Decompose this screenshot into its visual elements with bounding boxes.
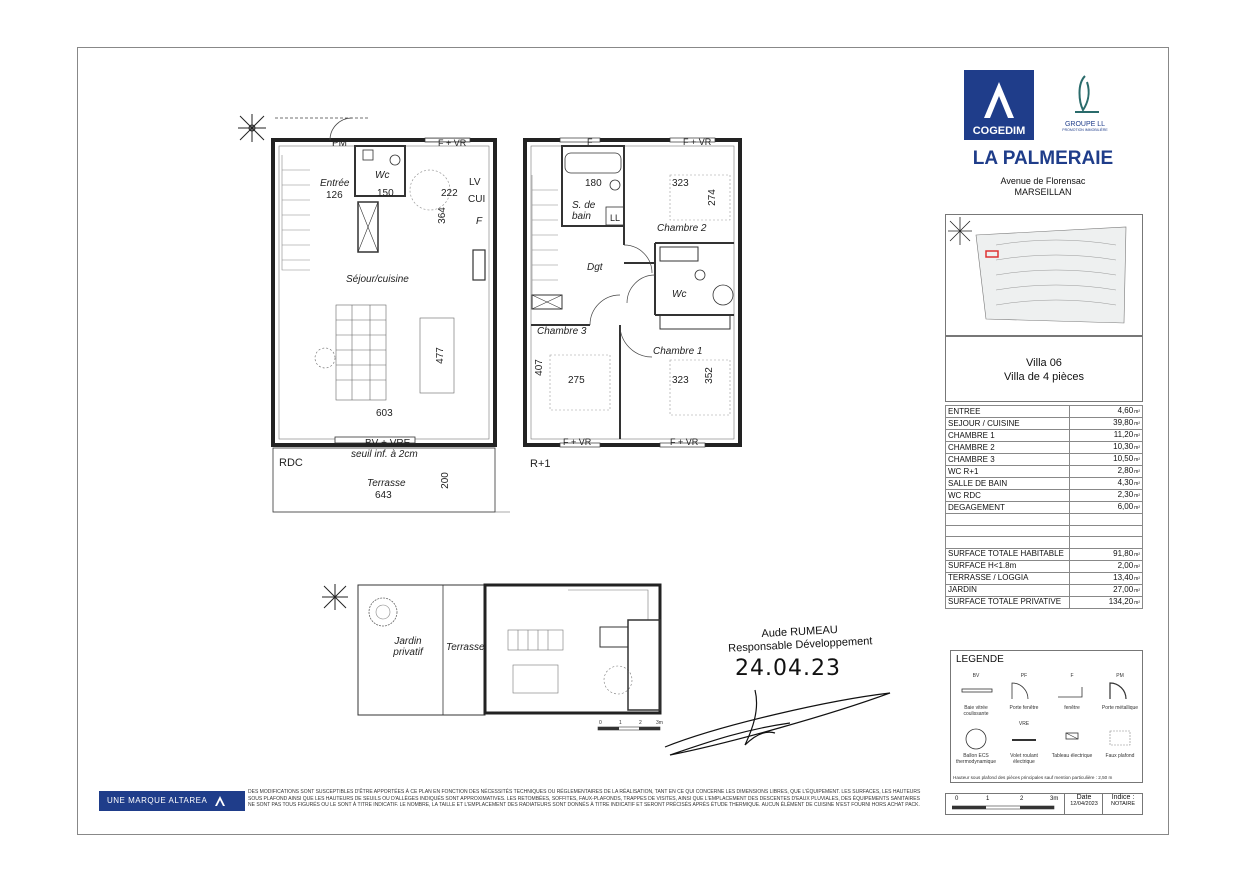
site-jardin-line2: privatif	[393, 647, 423, 658]
surface-label	[946, 514, 1070, 526]
surface-row	[946, 406, 1143, 418]
surface-row	[946, 490, 1143, 502]
project-title: LA PALMERAIE	[972, 148, 1114, 169]
address-line2: MARSEILLAN	[1014, 187, 1072, 197]
surface-value-number: 2,30	[1117, 490, 1134, 499]
surface-label: SALLE DE BAIN	[946, 478, 1070, 490]
surface-value-number: 4,30	[1117, 478, 1134, 487]
legend-label: Porte métallique	[1101, 705, 1139, 711]
metal-door-icon	[1100, 679, 1140, 703]
surface-unit: m²	[1134, 445, 1140, 451]
rdc-entree-label: Entrée	[320, 178, 350, 189]
r1-dim-352: 352	[703, 367, 715, 384]
electrical-panel-icon	[1052, 727, 1092, 751]
legend-item	[1049, 673, 1095, 711]
surface-value	[1070, 560, 1143, 572]
rdc-terrasse-label: Terrasse	[367, 478, 406, 489]
r1-dgt-label: Dgt	[587, 262, 603, 273]
legend-label: Baie vitrée coulissante	[963, 705, 989, 717]
altarea-a-icon	[214, 795, 226, 807]
legend-item	[953, 673, 999, 717]
site-scale-3: 3m	[656, 720, 663, 726]
surface-value	[1070, 584, 1143, 596]
altarea-brand	[99, 791, 245, 811]
rdc-wc-label: Wc	[375, 170, 390, 181]
altarea-brand-text: UNE MARQUE ALTAREA	[107, 796, 207, 805]
surface-value-number: 10,30	[1113, 442, 1134, 451]
surface-row	[946, 502, 1143, 514]
surface-value-number: 2,00	[1117, 560, 1134, 570]
footer-date-value: 12/04/2023	[1070, 801, 1098, 807]
legend-code: F	[1070, 673, 1074, 679]
surface-label: SURFACE H<1.8m	[946, 560, 1070, 572]
cogedim-logo	[964, 70, 1034, 140]
surface-value-number: 11,20	[1113, 430, 1134, 439]
surface-row-empty	[946, 525, 1143, 537]
surface-unit: m²	[1134, 587, 1140, 594]
surface-unit: m²	[1134, 433, 1140, 439]
surface-value	[1070, 525, 1143, 537]
french-door-icon	[1004, 679, 1044, 703]
r1-chambre2-label: Chambre 2	[657, 223, 707, 234]
legend-label: fenêtre	[1064, 705, 1080, 711]
groupe-ll-logo	[1055, 74, 1115, 140]
rdc-lv-label: LV	[469, 177, 481, 188]
legend-code: BV	[972, 673, 980, 679]
north-arrow-icon	[322, 584, 348, 610]
rdc-sejour-label: Séjour/cuisine	[346, 274, 409, 285]
rdc-terrasse-dim: 643	[375, 490, 392, 501]
rdc-dim-477: 477	[434, 347, 446, 364]
surface-value	[1070, 454, 1143, 466]
water-heater-icon	[956, 727, 996, 751]
surface-unit: m²	[1134, 457, 1140, 463]
groupe-ll-subtext: PROMOTION IMMOBILIÈRE	[1062, 128, 1108, 132]
footer-scale-2: 2	[1020, 796, 1024, 802]
rdc-pm-label: PM	[332, 138, 347, 149]
first-floor-plan	[520, 115, 750, 455]
surface-value-number: 27,00	[1113, 584, 1134, 594]
surface-extra-row	[946, 560, 1143, 572]
surface-value	[1070, 548, 1143, 560]
rdc-cui-label: CUI	[468, 194, 486, 205]
surface-row-empty	[946, 514, 1143, 526]
r1-wc-label: Wc	[672, 289, 687, 300]
north-arrow-icon	[948, 217, 972, 245]
villa-type: Villa de 4 pièces	[1004, 371, 1084, 383]
site-jardin-label	[390, 636, 426, 658]
surface-value-number: 39,80	[1113, 418, 1134, 427]
r1-chambre1-label: Chambre 1	[653, 346, 703, 357]
surface-unit: m²	[1134, 469, 1140, 475]
surface-label: CHAMBRE 1	[946, 430, 1070, 442]
site-scale-2: 2	[639, 720, 642, 726]
site-jardin-line1: Jardin	[394, 636, 422, 647]
surface-row	[946, 466, 1143, 478]
surface-value-number: 91,80	[1113, 548, 1134, 558]
legend-item	[1097, 673, 1143, 711]
surface-unit: m²	[1134, 563, 1140, 570]
r1-fvr-bottom2-label: F + VR	[670, 437, 699, 447]
surface-row	[946, 478, 1143, 490]
surface-label: ENTREE	[946, 406, 1070, 418]
surface-unit: m²	[1134, 599, 1140, 606]
surface-row	[946, 454, 1143, 466]
surface-value	[1070, 490, 1143, 502]
footer-scale-1: 1	[986, 796, 990, 802]
rdc-bv-vre-label: BV + VRE	[365, 438, 411, 449]
surface-label: CHAMBRE 2	[946, 442, 1070, 454]
r1-dim-323-top: 323	[672, 178, 689, 189]
surface-value	[1070, 430, 1143, 442]
legend-label: Ballon ECS thermodynamique	[955, 753, 997, 765]
rdc-fvr-label: F + VR	[438, 138, 467, 148]
footer-scale-bar	[952, 804, 1057, 812]
surface-label: SURFACE TOTALE PRIVATIVE	[946, 596, 1070, 608]
rdc-entree-dim: 126	[326, 190, 343, 201]
r1-dim-323-bottom: 323	[672, 375, 689, 386]
surface-value	[1070, 514, 1143, 526]
rdc-dim-364: 364	[436, 207, 448, 224]
surface-unit: m²	[1134, 481, 1140, 487]
legal-disclaimer: DES MODIFICATIONS SONT SUSCEPTIBLES D'ÊTRE APPORTÉES À CE PLAN EN FONCTION DES NÉCESSITÉS TECHNIQUES OU RÉGLEMENTAIRES DE LA RÉALISATION, TANT EN CE QUI CONCERNE LES DIMENSIONS LIBRES, QUE L'ÉQUIPEMENT. LES SURFACES, LES HAUTEURS SOUS PLAFOND AINSI QUE LES HAUTEURS DE SEUILS OU D'ALLÈGES INDIQUÉS SONT APPROXIMATIVES. LES RETOMBÉES, SOFFITES, FAUX-PLAFONDS, TRAPPES DE VISITES, AINSI QUE L'EMPLACEMENT DES DESCENTES D'EAUX PLUVIALES, DES ÉQUIPEMENTS SANITAIRES NE SONT PAS TOUS FIGURÉS OU LE SONT À TITRE INDICATIF. LE NOMBRE, LA TAILLE ET L'EMPLACEMENT DES RADIATEURS SONT DONNÉS À TITRE INDICATIF ET SERONT PRÉCISÉS APRÈS ÉTUDE THERMIQUE. AUCUN ÉLÉMENT DE CUISINE N'EST FOURNI HORS ACHAT PACK.	[248, 789, 921, 808]
surface-value	[1070, 572, 1143, 584]
false-ceiling-icon	[1100, 727, 1140, 751]
footer-index-label: Indice :	[1111, 794, 1135, 801]
r1-ll-label: LL	[610, 213, 621, 223]
legend-label: Tableau électrique	[1051, 753, 1093, 759]
r1-level-label: R+1	[530, 458, 551, 470]
surface-value-number: 6,00	[1117, 502, 1134, 511]
surface-value	[1070, 418, 1143, 430]
surface-unit: m²	[1134, 421, 1140, 427]
surface-extra-row	[946, 584, 1143, 596]
surface-row	[946, 418, 1143, 430]
r1-fvr-bottom1-label: F + VR	[563, 437, 592, 447]
surface-label: TERRASSE / LOGGIA	[946, 572, 1070, 584]
bay-window-icon	[956, 679, 996, 703]
signatory-name: Aude RUMEAU	[761, 624, 839, 641]
surface-label: JARDIN	[946, 584, 1070, 596]
footer-date-cell	[1064, 794, 1103, 814]
surface-label: DEGAGEMENT	[946, 502, 1070, 514]
legend-height-note: Hauteur sous plafond des pièces principales sauf mention particulière : 2,50 m	[953, 775, 1113, 780]
legend-title: LEGENDE	[956, 654, 1004, 665]
legend-code: VRE	[1018, 721, 1030, 727]
signatory-role: Responsable Développement	[727, 635, 873, 655]
surface-value-number: 13,40	[1113, 572, 1134, 582]
legend-item	[1001, 673, 1047, 711]
signature-date: 24.04.23	[735, 656, 841, 681]
surface-total-privative-row	[946, 596, 1143, 608]
window-icon	[1052, 679, 1092, 703]
surface-value-number: 134,20	[1108, 596, 1134, 606]
surface-unit: m²	[1134, 493, 1140, 499]
address-line1: Avenue de Florensac	[1000, 176, 1086, 186]
site-terrasse-label: Terrasse	[446, 642, 485, 653]
surface-value	[1070, 502, 1143, 514]
rdc-wc-dim: 150	[377, 188, 394, 199]
surface-label: WC R+1	[946, 466, 1070, 478]
surface-label	[946, 537, 1070, 549]
legend-item	[953, 721, 999, 765]
surface-row	[946, 442, 1143, 454]
legend-box	[950, 650, 1143, 783]
surface-label: CHAMBRE 3	[946, 454, 1070, 466]
rdc-dim-603: 603	[376, 408, 393, 419]
legend-label: Porte fenêtre	[1009, 705, 1039, 711]
footer-scale-3: 3m	[1050, 796, 1059, 802]
surface-label: SEJOUR / CUISINE	[946, 418, 1070, 430]
r1-dim-274: 274	[706, 189, 718, 206]
surface-unit: m²	[1134, 575, 1140, 582]
surface-value	[1070, 537, 1143, 549]
rdc-dim-222: 222	[441, 188, 458, 199]
surface-extra-row	[946, 572, 1143, 584]
surface-value	[1070, 466, 1143, 478]
r1-dim-180: 180	[585, 178, 602, 189]
surface-value	[1070, 478, 1143, 490]
surface-value	[1070, 406, 1143, 418]
roller-shutter-icon	[1004, 727, 1044, 751]
surface-total-habitable-row	[946, 548, 1143, 560]
footer-scale-0: 0	[955, 796, 959, 802]
groupe-ll-text: GROUPE LL	[1064, 121, 1106, 128]
r1-fvr-top-label: F + VR	[683, 137, 712, 147]
surface-label: SURFACE TOTALE HABITABLE	[946, 548, 1070, 560]
rdc-seuil-label: seuil inf. à 2cm	[351, 449, 418, 460]
surface-value	[1070, 442, 1143, 454]
surface-value-number: 2,80	[1117, 466, 1134, 475]
legend-label: Faux plafond	[1105, 753, 1135, 759]
legend-item	[1097, 721, 1143, 759]
footer-index-value: NOTAIRE	[1110, 801, 1136, 807]
site-scale-0: 0	[599, 720, 602, 726]
rdc-f-label: F	[476, 216, 483, 227]
footer-info-box	[945, 793, 1143, 815]
surface-value-number: 4,60	[1117, 406, 1134, 415]
north-arrow-icon	[238, 114, 266, 142]
r1-sdb-label: S. de bain	[572, 200, 596, 222]
r1-dim-275: 275	[568, 375, 585, 386]
surface-table	[945, 405, 1143, 609]
r1-dim-407: 407	[533, 359, 545, 376]
villa-info	[945, 336, 1143, 402]
surface-value	[1070, 596, 1143, 608]
cogedim-logo-text: COGEDIM	[972, 125, 1026, 137]
r1-chambre3-label: Chambre 3	[537, 326, 587, 337]
location-map	[945, 214, 1143, 336]
legend-code: PM	[1116, 673, 1124, 679]
surface-label	[946, 525, 1070, 537]
footer-index-cell	[1102, 794, 1143, 814]
surface-unit: m²	[1134, 409, 1140, 415]
surface-value-number: 10,50	[1113, 454, 1134, 463]
legend-item	[1049, 721, 1095, 759]
surface-label: WC RDC	[946, 490, 1070, 502]
site-plan	[318, 580, 688, 735]
handwritten-signature	[660, 685, 895, 760]
footer-date-label: Date	[1076, 794, 1092, 801]
project-address	[940, 176, 1146, 198]
villa-number: Villa 06	[1026, 357, 1062, 369]
rdc-level-label: RDC	[279, 457, 303, 469]
r1-f-label: F	[587, 137, 593, 147]
site-scale-1: 1	[619, 720, 622, 726]
legend-item	[1001, 721, 1047, 765]
legend-code: PF	[1020, 673, 1028, 679]
surface-row	[946, 430, 1143, 442]
rdc-terrasse-depth: 200	[439, 472, 451, 489]
surface-unit: m²	[1134, 505, 1140, 511]
legend-label: Volet roulant électrique	[1010, 753, 1038, 765]
surface-row-empty	[946, 537, 1143, 549]
surface-unit: m²	[1134, 551, 1140, 558]
